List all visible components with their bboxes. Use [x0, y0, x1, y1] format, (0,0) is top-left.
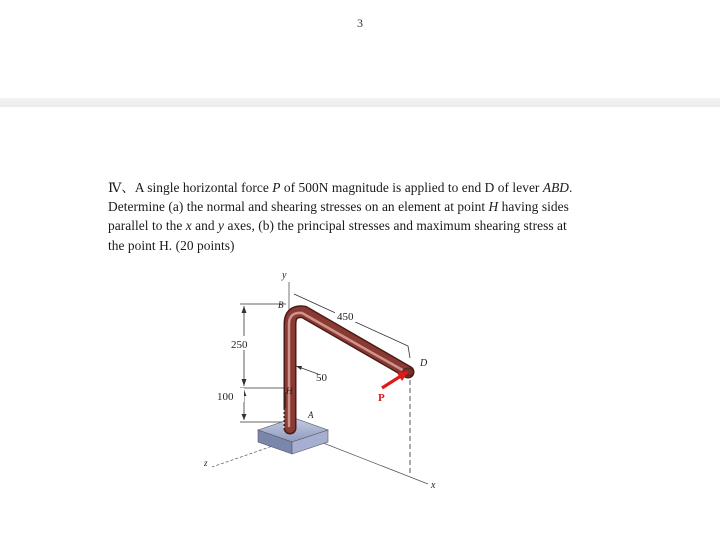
- variable-H: H: [488, 199, 499, 215]
- page-number: 3: [357, 16, 363, 30]
- variable-P: P: [272, 180, 281, 195]
- arrowhead: [296, 366, 302, 370]
- arrowhead: [242, 306, 247, 313]
- problem-text: and: [191, 218, 219, 234]
- lever-figure: [190, 262, 450, 502]
- problem-text: parallel to the: [108, 218, 186, 234]
- point-D-label: D: [420, 358, 428, 369]
- variable-x: x: [185, 218, 192, 234]
- arrowhead: [242, 379, 247, 386]
- point-A-label: A: [308, 410, 314, 420]
- problem-line-3: [108, 216, 620, 235]
- problem-line-4: the point H. (20 points): [108, 237, 235, 253]
- arrowhead: [242, 414, 247, 420]
- z-axis-label: z: [204, 458, 208, 468]
- page-divider: [0, 98, 720, 107]
- problem-text: .: [569, 180, 573, 195]
- problem-line-1: [108, 178, 620, 197]
- variable-ABD: ABD: [542, 180, 570, 195]
- problem-statement: [108, 178, 620, 255]
- dimension-250: 250: [231, 339, 248, 351]
- point-H-label: H: [286, 386, 293, 396]
- dimension-100: 100: [217, 391, 234, 403]
- y-axis-label: y: [282, 270, 287, 281]
- x-axis-label: x: [431, 480, 436, 491]
- problem-text: Determine (a) the normal and shearing stresses on an element at point: [108, 199, 489, 215]
- problem-line-2: [108, 197, 620, 216]
- force-P-label: P: [378, 392, 385, 404]
- dimension-tick: [408, 346, 410, 358]
- problem-text: of 500N magnitude is applied to end D of lever: [280, 180, 543, 195]
- variable-y: y: [218, 218, 225, 234]
- point-B-label: B: [278, 300, 284, 310]
- dimension-450: 450: [337, 311, 354, 323]
- problem-text: Ⅳ、A single horizontal force: [108, 180, 273, 195]
- dimension-50: 50: [316, 372, 327, 384]
- problem-text: axes, (b) the principal stresses and maximum shearing stress at: [224, 218, 567, 234]
- problem-text: having sides: [498, 199, 569, 215]
